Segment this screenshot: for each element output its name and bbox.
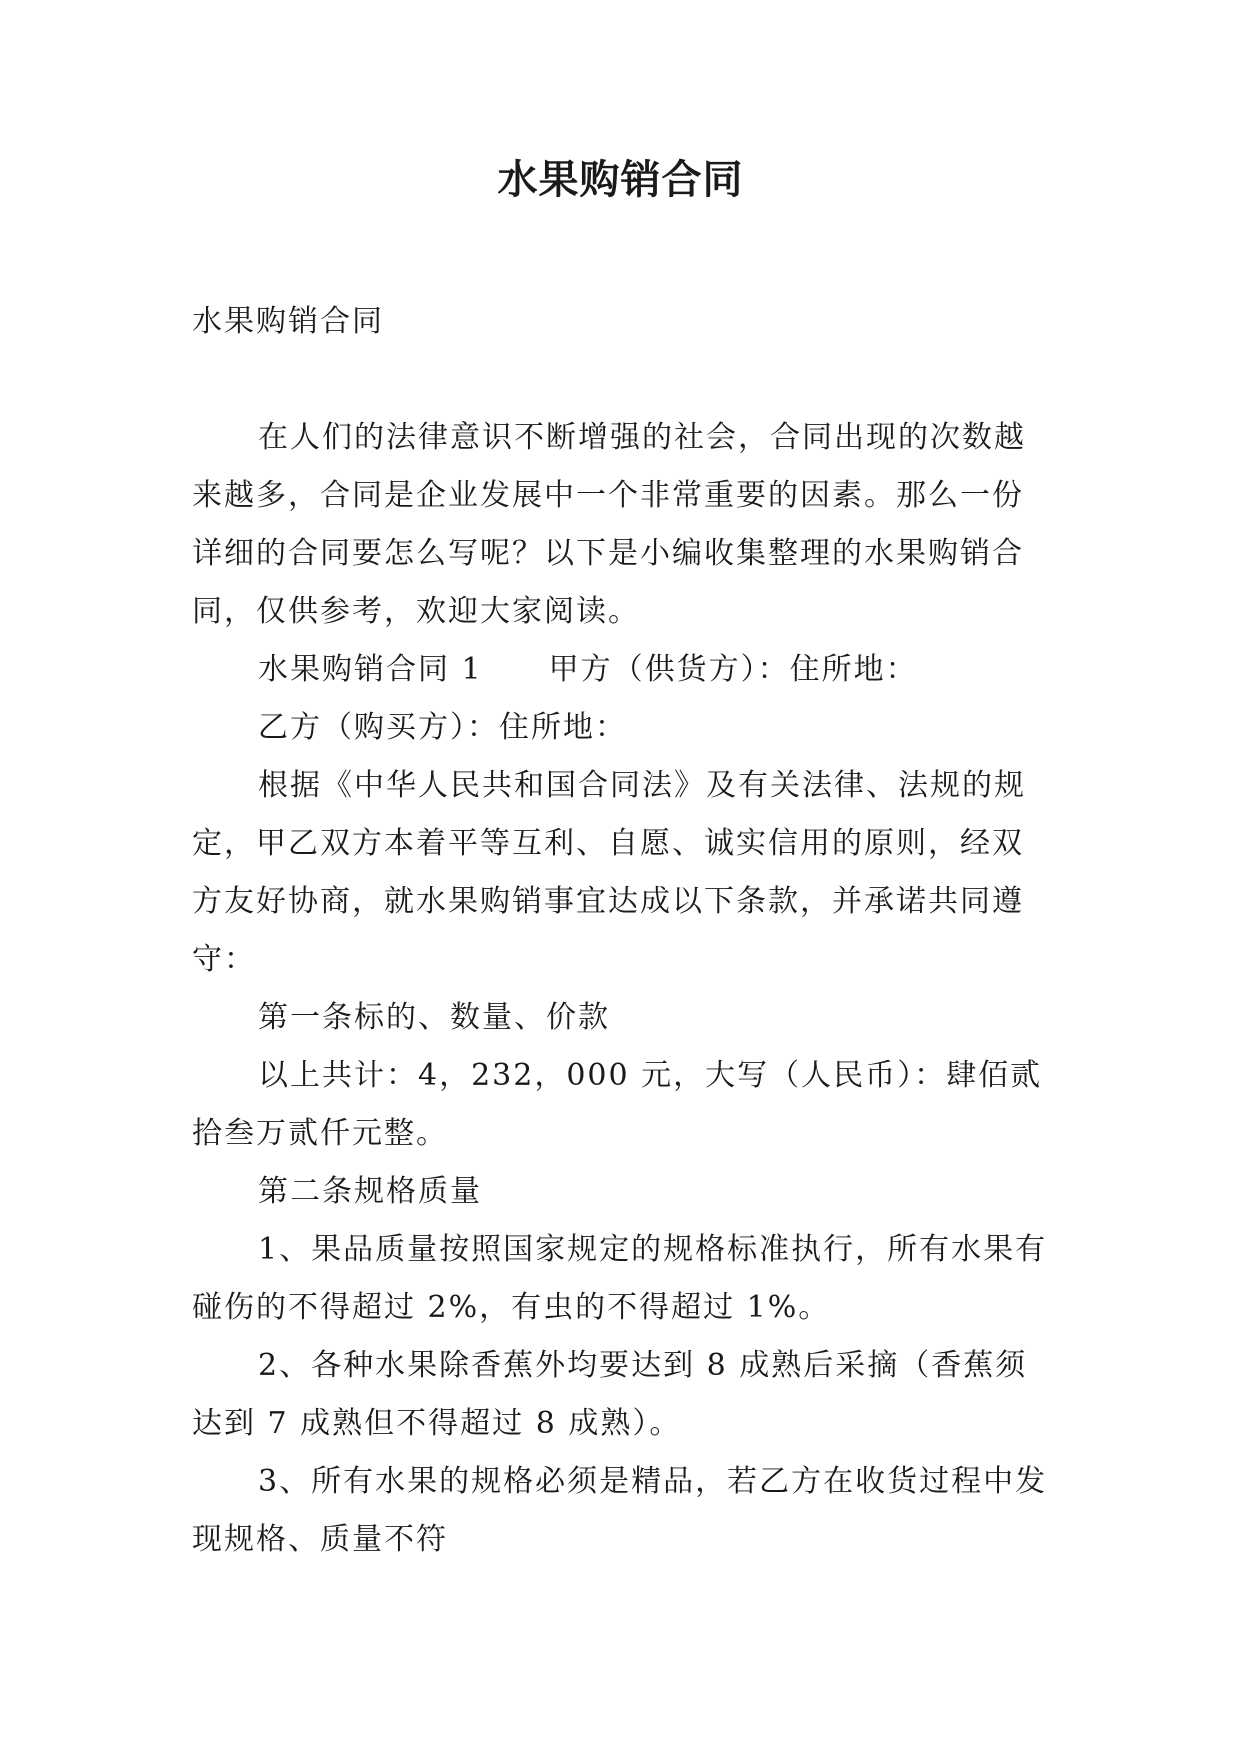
quality-item-1: 1、果品质量按照国家规定的规格标准执行，所有水果有碰伤的不得超过 2%，有虫的不得超过 1%。 (192, 1232, 1048, 1325)
intro-paragraph: 在人们的法律意识不断增强的社会，合同出现的次数越来越多，合同是企业发展中一个非常重要的因素。那么一份详细的合同要怎么写呢？以下是小编收集整理的水果购销合同，仅供参考，欢迎大家阅读。 (192, 420, 1026, 629)
contract-heading-line (192, 641, 1052, 699)
article-two-heading: 第二条规格质量 (258, 1174, 482, 1209)
contract-number-label: 水果购销合同 1 (258, 652, 483, 687)
party-a-line: 甲方（供货方）：住所地： (548, 652, 918, 687)
document-title: 水果购销合同 (497, 157, 744, 203)
party-b-line: 乙方（购买方）：住所地： (258, 710, 627, 745)
document-subtitle: 水果购销合同 (192, 304, 384, 339)
basis-paragraph: 根据《中华人民共和国合同法》及有关法律、法规的规定，甲乙双方本着平等互利、自愿、诚实信用的原则，经双方友好协商，就水果购销事宜达成以下条款，并承诺共同遵守： (192, 768, 1026, 977)
article-one-heading: 第一条标的、数量、价款 (258, 1000, 610, 1035)
quality-item-2: 2、各种水果除香蕉外均要达到 8 成熟后采摘（香蕉须达到 7 成熟但不得超过 8 成熟）。 (192, 1348, 1028, 1441)
quality-item-3: 3、所有水果的规格必须是精品，若乙方在收货过程中发现规格、质量不符 (192, 1464, 1048, 1557)
document-body (192, 293, 1052, 1569)
total-amount-paragraph: 以上共计：4，232，000 元，大写（人民币）：肆佰贰拾叁万贰仟元整。 (192, 1058, 1043, 1151)
